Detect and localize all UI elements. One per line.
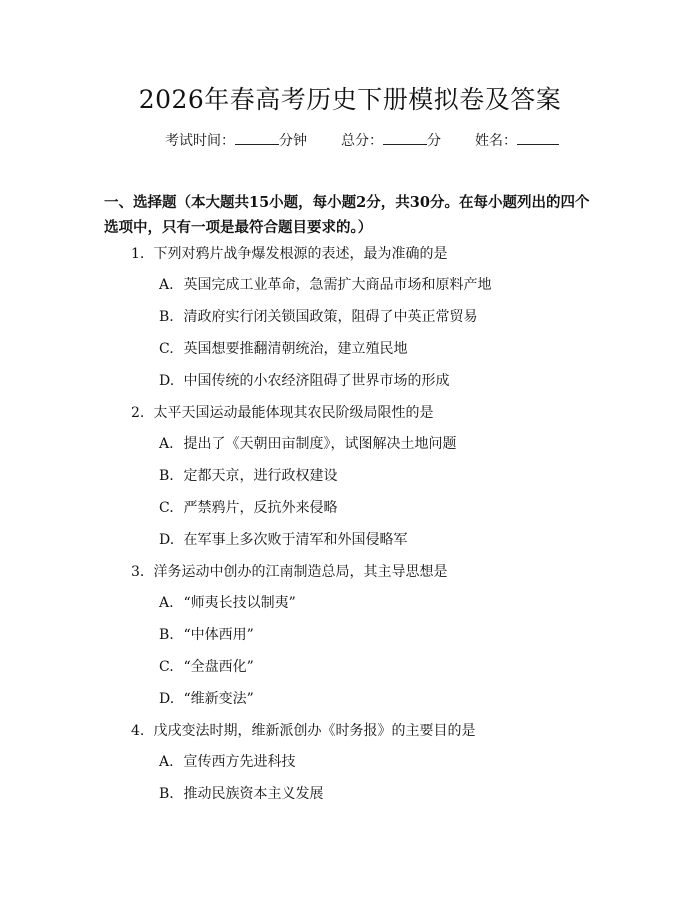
question-1	[131, 244, 447, 264]
question-2	[131, 403, 433, 423]
question-number: 2.	[131, 405, 145, 421]
option-letter: D.	[159, 373, 175, 389]
option-text: 中国传统的小农经济阻碍了世界市场的形成	[183, 373, 450, 389]
q2-option-b	[159, 466, 337, 486]
exam-time-blank	[235, 144, 279, 145]
option-letter: B.	[159, 309, 174, 325]
option-letter: C.	[159, 659, 174, 675]
q2-option-a	[159, 434, 456, 454]
q1-option-b	[159, 307, 477, 327]
option-letter: A.	[159, 595, 174, 611]
option-letter: D.	[159, 532, 175, 548]
section-heading: 一、选择题（本大题共15小题，每小题2分，共30分。在每小题列出的四个选项中，只有一项是最符合题目要求的。）	[104, 194, 590, 236]
q3-option-a	[159, 593, 296, 613]
option-letter: B.	[159, 468, 174, 484]
exam-time	[165, 131, 307, 151]
question-text: 太平天国运动最能体现其农民阶级局限性的是	[153, 405, 434, 421]
option-text: 定都天京，进行政权建设	[183, 468, 338, 484]
exam-info-line	[165, 131, 559, 151]
option-text: 推动民族资本主义发展	[183, 786, 324, 802]
q2-option-c	[159, 498, 337, 518]
question-4	[131, 721, 475, 741]
q3-option-c	[159, 657, 254, 677]
option-letter: C.	[159, 500, 174, 516]
q3-option-d	[159, 689, 254, 709]
q1-option-a	[159, 275, 491, 295]
option-text: 宣传西方先进科技	[183, 754, 296, 770]
question-text: 下列对鸦片战争爆发根源的表述，最为准确的是	[153, 246, 448, 262]
question-text: 戊戌变法时期，维新派创办《时务报》的主要目的是	[153, 723, 476, 739]
q2-option-d	[159, 530, 407, 550]
total-score	[341, 131, 441, 151]
total-score-unit: 分	[427, 133, 441, 149]
total-score-label: 总分：	[341, 133, 383, 149]
option-letter: A.	[159, 754, 174, 770]
q1-option-c	[159, 339, 407, 359]
page-title: 2026年春高考历史下册模拟卷及答案	[138, 85, 562, 114]
question-number: 3.	[131, 564, 145, 580]
option-text: “全盘西化”	[183, 659, 254, 675]
student-name-label: 姓名：	[475, 133, 517, 149]
option-letter: B.	[159, 786, 174, 802]
option-letter: B.	[159, 627, 174, 643]
q4-option-b	[159, 784, 323, 804]
q3-option-b	[159, 625, 254, 645]
option-text: 严禁鸦片，反抗外来侵略	[183, 500, 338, 516]
option-letter: A.	[159, 277, 174, 293]
exam-time-unit: 分钟	[279, 133, 307, 149]
option-text: 在军事上多次败于清军和外国侵略军	[183, 532, 408, 548]
q1-option-d	[159, 371, 449, 391]
total-score-blank	[383, 144, 427, 145]
option-text: “维新变法”	[183, 691, 254, 707]
q4-option-a	[159, 752, 295, 772]
option-text: 提出了《天朝田亩制度》，试图解决土地问题	[183, 436, 457, 452]
student-name-blank	[517, 144, 559, 145]
student-name	[475, 131, 559, 151]
exam-time-label: 考试时间：	[165, 133, 235, 149]
option-text: 英国想要推翻清朝统治，建立殖民地	[183, 341, 408, 357]
option-text: 英国完成工业革命，急需扩大商品市场和原料产地	[183, 277, 492, 293]
question-text: 洋务运动中创办的江南制造总局，其主导思想是	[153, 564, 448, 580]
option-letter: C.	[159, 341, 174, 357]
question-number: 1.	[131, 246, 145, 262]
option-text: “师夷长技以制夷”	[183, 595, 296, 611]
option-text: “中体西用”	[183, 627, 254, 643]
option-letter: A.	[159, 436, 174, 452]
question-number: 4.	[131, 723, 145, 739]
question-3	[131, 562, 447, 582]
option-text: 清政府实行闭关锁国政策，阻碍了中英正常贸易	[183, 309, 478, 325]
option-letter: D.	[159, 691, 175, 707]
